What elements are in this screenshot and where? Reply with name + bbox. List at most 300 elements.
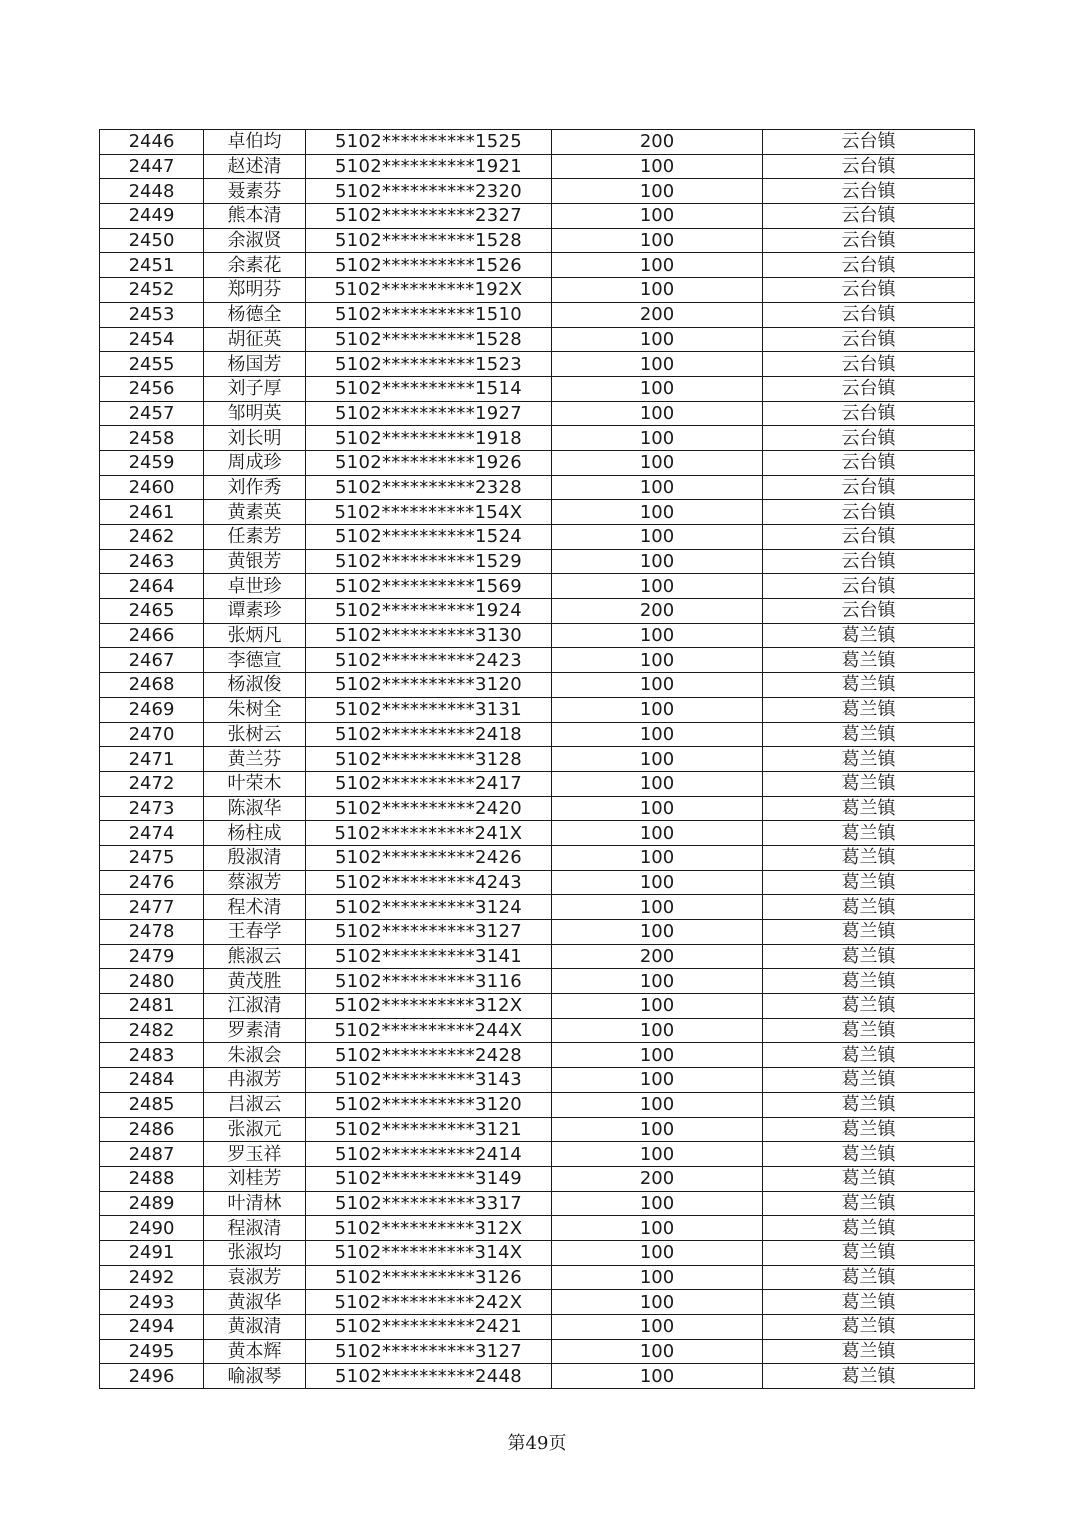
amount-cell: 100 (552, 821, 763, 846)
amount-cell: 100 (552, 1043, 763, 1068)
town-cell: 葛兰镇 (763, 1216, 975, 1241)
id-number-cell: 5102**********3143 (306, 1068, 552, 1093)
serial-number-cell: 2479 (100, 944, 204, 969)
name-cell: 张炳凡 (204, 623, 306, 648)
id-number-cell: 5102**********1569 (306, 574, 552, 599)
town-cell: 云台镇 (763, 154, 975, 179)
amount-cell: 100 (552, 1216, 763, 1241)
id-number-cell: 5102**********4243 (306, 870, 552, 895)
town-cell: 云台镇 (763, 426, 975, 451)
amount-cell: 100 (552, 920, 763, 945)
town-cell: 葛兰镇 (763, 1018, 975, 1043)
amount-cell: 100 (552, 796, 763, 821)
amount-cell: 100 (552, 747, 763, 772)
serial-number-cell: 2463 (100, 549, 204, 574)
town-cell: 葛兰镇 (763, 969, 975, 994)
id-number-cell: 5102**********3317 (306, 1191, 552, 1216)
amount-cell: 100 (552, 1092, 763, 1117)
id-number-cell: 5102**********2423 (306, 648, 552, 673)
amount-cell: 100 (552, 475, 763, 500)
serial-number-cell: 2454 (100, 327, 204, 352)
table-row (100, 302, 975, 327)
town-cell: 云台镇 (763, 525, 975, 550)
serial-number-cell: 2460 (100, 475, 204, 500)
town-cell: 葛兰镇 (763, 1068, 975, 1093)
name-cell: 袁淑芳 (204, 1265, 306, 1290)
id-number-cell: 5102**********312X (306, 1216, 552, 1241)
town-cell: 葛兰镇 (763, 796, 975, 821)
name-cell: 谭素珍 (204, 599, 306, 624)
id-number-cell: 5102**********1918 (306, 426, 552, 451)
town-cell: 葛兰镇 (763, 1290, 975, 1315)
town-cell: 云台镇 (763, 130, 975, 155)
serial-number-cell: 2465 (100, 599, 204, 624)
serial-number-cell: 2456 (100, 376, 204, 401)
amount-cell: 100 (552, 895, 763, 920)
id-number-cell: 5102**********1524 (306, 525, 552, 550)
amount-cell: 200 (552, 130, 763, 155)
town-cell: 云台镇 (763, 228, 975, 253)
table-row (100, 994, 975, 1019)
id-number-cell: 5102**********3120 (306, 673, 552, 698)
serial-number-cell: 2446 (100, 130, 204, 155)
serial-number-cell: 2491 (100, 1240, 204, 1265)
name-cell: 刘长明 (204, 426, 306, 451)
id-number-cell: 5102**********2418 (306, 722, 552, 747)
id-number-cell: 5102**********3126 (306, 1265, 552, 1290)
name-cell: 程术清 (204, 895, 306, 920)
serial-number-cell: 2483 (100, 1043, 204, 1068)
serial-number-cell: 2487 (100, 1142, 204, 1167)
town-cell: 葛兰镇 (763, 944, 975, 969)
roster-table (99, 129, 975, 1389)
name-cell: 杨淑俊 (204, 673, 306, 698)
id-number-cell: 5102**********241X (306, 821, 552, 846)
amount-cell: 100 (552, 352, 763, 377)
town-cell: 云台镇 (763, 401, 975, 426)
id-number-cell: 5102**********1927 (306, 401, 552, 426)
amount-cell: 100 (552, 845, 763, 870)
name-cell: 朱树全 (204, 697, 306, 722)
serial-number-cell: 2485 (100, 1092, 204, 1117)
amount-cell: 100 (552, 401, 763, 426)
town-cell: 葛兰镇 (763, 1364, 975, 1389)
serial-number-cell: 2495 (100, 1339, 204, 1364)
town-cell: 葛兰镇 (763, 1043, 975, 1068)
serial-number-cell: 2474 (100, 821, 204, 846)
serial-number-cell: 2475 (100, 845, 204, 870)
name-cell: 王春学 (204, 920, 306, 945)
serial-number-cell: 2462 (100, 525, 204, 550)
id-number-cell: 5102**********3127 (306, 1339, 552, 1364)
table-row (100, 895, 975, 920)
amount-cell: 100 (552, 969, 763, 994)
table-row (100, 1240, 975, 1265)
serial-number-cell: 2492 (100, 1265, 204, 1290)
serial-number-cell: 2476 (100, 870, 204, 895)
name-cell: 喻淑琴 (204, 1364, 306, 1389)
amount-cell: 100 (552, 870, 763, 895)
amount-cell: 100 (552, 204, 763, 229)
name-cell: 熊本清 (204, 204, 306, 229)
table-row (100, 969, 975, 994)
town-cell: 葛兰镇 (763, 771, 975, 796)
id-number-cell: 5102**********1926 (306, 450, 552, 475)
id-number-cell: 5102**********3130 (306, 623, 552, 648)
amount-cell: 100 (552, 179, 763, 204)
name-cell: 江淑清 (204, 994, 306, 1019)
town-cell: 云台镇 (763, 376, 975, 401)
name-cell: 郑明芬 (204, 278, 306, 303)
table-row (100, 154, 975, 179)
town-cell: 云台镇 (763, 253, 975, 278)
table-row (100, 944, 975, 969)
amount-cell: 100 (552, 1068, 763, 1093)
serial-number-cell: 2473 (100, 796, 204, 821)
table-row (100, 1166, 975, 1191)
amount-cell: 100 (552, 154, 763, 179)
serial-number-cell: 2471 (100, 747, 204, 772)
table-row (100, 500, 975, 525)
amount-cell: 100 (552, 1191, 763, 1216)
town-cell: 葛兰镇 (763, 673, 975, 698)
town-cell: 葛兰镇 (763, 747, 975, 772)
name-cell: 杨柱成 (204, 821, 306, 846)
table-row (100, 426, 975, 451)
name-cell: 冉淑芳 (204, 1068, 306, 1093)
town-cell: 云台镇 (763, 450, 975, 475)
town-cell: 葛兰镇 (763, 895, 975, 920)
id-number-cell: 5102**********3120 (306, 1092, 552, 1117)
serial-number-cell: 2470 (100, 722, 204, 747)
id-number-cell: 5102**********3124 (306, 895, 552, 920)
town-cell: 云台镇 (763, 204, 975, 229)
name-cell: 邹明英 (204, 401, 306, 426)
id-number-cell: 5102**********1514 (306, 376, 552, 401)
id-number-cell: 5102**********2428 (306, 1043, 552, 1068)
table-row (100, 1092, 975, 1117)
amount-cell: 200 (552, 302, 763, 327)
amount-cell: 100 (552, 994, 763, 1019)
id-number-cell: 5102**********2327 (306, 204, 552, 229)
name-cell: 罗素清 (204, 1018, 306, 1043)
serial-number-cell: 2461 (100, 500, 204, 525)
id-number-cell: 5102**********1525 (306, 130, 552, 155)
serial-number-cell: 2452 (100, 278, 204, 303)
town-cell: 葛兰镇 (763, 697, 975, 722)
table-row (100, 870, 975, 895)
amount-cell: 100 (552, 574, 763, 599)
id-number-cell: 5102**********2421 (306, 1315, 552, 1340)
table-row (100, 1191, 975, 1216)
name-cell: 张淑均 (204, 1240, 306, 1265)
table-row (100, 1117, 975, 1142)
name-cell: 蔡淑芳 (204, 870, 306, 895)
name-cell: 黄淑清 (204, 1315, 306, 1340)
town-cell: 云台镇 (763, 549, 975, 574)
amount-cell: 200 (552, 944, 763, 969)
amount-cell: 200 (552, 599, 763, 624)
id-number-cell: 5102**********312X (306, 994, 552, 1019)
serial-number-cell: 2450 (100, 228, 204, 253)
serial-number-cell: 2459 (100, 450, 204, 475)
table-row (100, 1364, 975, 1389)
town-cell: 葛兰镇 (763, 1240, 975, 1265)
name-cell: 罗玉祥 (204, 1142, 306, 1167)
name-cell: 刘桂芳 (204, 1166, 306, 1191)
id-number-cell: 5102**********242X (306, 1290, 552, 1315)
id-number-cell: 5102**********2420 (306, 796, 552, 821)
name-cell: 朱淑会 (204, 1043, 306, 1068)
name-cell: 黄银芳 (204, 549, 306, 574)
town-cell: 葛兰镇 (763, 920, 975, 945)
town-cell: 葛兰镇 (763, 845, 975, 870)
town-cell: 云台镇 (763, 475, 975, 500)
amount-cell: 100 (552, 278, 763, 303)
amount-cell: 100 (552, 1142, 763, 1167)
id-number-cell: 5102**********2414 (306, 1142, 552, 1167)
amount-cell: 100 (552, 1240, 763, 1265)
table-row (100, 599, 975, 624)
table-row (100, 525, 975, 550)
table-row (100, 623, 975, 648)
table-row (100, 821, 975, 846)
serial-number-cell: 2447 (100, 154, 204, 179)
id-number-cell: 5102**********2426 (306, 845, 552, 870)
serial-number-cell: 2458 (100, 426, 204, 451)
town-cell: 云台镇 (763, 278, 975, 303)
table-row (100, 352, 975, 377)
id-number-cell: 5102**********2320 (306, 179, 552, 204)
table-row (100, 697, 975, 722)
serial-number-cell: 2490 (100, 1216, 204, 1241)
id-number-cell: 5102**********3149 (306, 1166, 552, 1191)
amount-cell: 100 (552, 722, 763, 747)
town-cell: 葛兰镇 (763, 1117, 975, 1142)
town-cell: 葛兰镇 (763, 722, 975, 747)
table-row (100, 920, 975, 945)
serial-number-cell: 2480 (100, 969, 204, 994)
amount-cell: 100 (552, 1018, 763, 1043)
serial-number-cell: 2468 (100, 673, 204, 698)
name-cell: 黄素英 (204, 500, 306, 525)
table-row (100, 228, 975, 253)
id-number-cell: 5102**********2417 (306, 771, 552, 796)
name-cell: 周成珍 (204, 450, 306, 475)
name-cell: 刘子厚 (204, 376, 306, 401)
name-cell: 李德宣 (204, 648, 306, 673)
serial-number-cell: 2472 (100, 771, 204, 796)
table-row (100, 278, 975, 303)
name-cell: 余素花 (204, 253, 306, 278)
table-row (100, 401, 975, 426)
table-row (100, 450, 975, 475)
name-cell: 黄淑华 (204, 1290, 306, 1315)
id-number-cell: 5102**********3127 (306, 920, 552, 945)
town-cell: 葛兰镇 (763, 1265, 975, 1290)
amount-cell: 100 (552, 525, 763, 550)
id-number-cell: 5102**********3116 (306, 969, 552, 994)
table-row (100, 722, 975, 747)
table-row (100, 673, 975, 698)
name-cell: 刘作秀 (204, 475, 306, 500)
table-row (100, 253, 975, 278)
table-row (100, 475, 975, 500)
id-number-cell: 5102**********1523 (306, 352, 552, 377)
table-row (100, 574, 975, 599)
name-cell: 黄茂胜 (204, 969, 306, 994)
amount-cell: 100 (552, 1117, 763, 1142)
serial-number-cell: 2481 (100, 994, 204, 1019)
serial-number-cell: 2455 (100, 352, 204, 377)
town-cell: 葛兰镇 (763, 994, 975, 1019)
name-cell: 殷淑清 (204, 845, 306, 870)
amount-cell: 100 (552, 1339, 763, 1364)
serial-number-cell: 2457 (100, 401, 204, 426)
serial-number-cell: 2484 (100, 1068, 204, 1093)
town-cell: 云台镇 (763, 500, 975, 525)
page-number: 第49页 (507, 1433, 567, 1454)
id-number-cell: 5102**********3121 (306, 1117, 552, 1142)
name-cell: 杨德全 (204, 302, 306, 327)
amount-cell: 100 (552, 1315, 763, 1340)
amount-cell: 100 (552, 426, 763, 451)
amount-cell: 100 (552, 500, 763, 525)
town-cell: 云台镇 (763, 302, 975, 327)
id-number-cell: 5102**********3131 (306, 697, 552, 722)
table-row (100, 796, 975, 821)
id-number-cell: 5102**********1526 (306, 253, 552, 278)
id-number-cell: 5102**********314X (306, 1240, 552, 1265)
id-number-cell: 5102**********1529 (306, 549, 552, 574)
table-row (100, 1315, 975, 1340)
table-row (100, 1265, 975, 1290)
id-number-cell: 5102**********1924 (306, 599, 552, 624)
town-cell: 云台镇 (763, 599, 975, 624)
serial-number-cell: 2449 (100, 204, 204, 229)
town-cell: 云台镇 (763, 179, 975, 204)
name-cell: 陈淑华 (204, 796, 306, 821)
table-row (100, 1142, 975, 1167)
name-cell: 杨国芳 (204, 352, 306, 377)
name-cell: 叶荣木 (204, 771, 306, 796)
table-row (100, 845, 975, 870)
table-row (100, 1339, 975, 1364)
amount-cell: 100 (552, 697, 763, 722)
town-cell: 葛兰镇 (763, 623, 975, 648)
name-cell: 卓伯均 (204, 130, 306, 155)
amount-cell: 100 (552, 228, 763, 253)
name-cell: 张淑元 (204, 1117, 306, 1142)
serial-number-cell: 2464 (100, 574, 204, 599)
table-row (100, 376, 975, 401)
id-number-cell: 5102**********3141 (306, 944, 552, 969)
town-cell: 葛兰镇 (763, 1339, 975, 1364)
serial-number-cell: 2482 (100, 1018, 204, 1043)
id-number-cell: 5102**********1528 (306, 327, 552, 352)
serial-number-cell: 2448 (100, 179, 204, 204)
name-cell: 卓世珍 (204, 574, 306, 599)
serial-number-cell: 2451 (100, 253, 204, 278)
serial-number-cell: 2466 (100, 623, 204, 648)
table-row (100, 1043, 975, 1068)
town-cell: 云台镇 (763, 327, 975, 352)
amount-cell: 100 (552, 1265, 763, 1290)
id-number-cell: 5102**********1528 (306, 228, 552, 253)
serial-number-cell: 2496 (100, 1364, 204, 1389)
name-cell: 胡征英 (204, 327, 306, 352)
town-cell: 葛兰镇 (763, 1191, 975, 1216)
amount-cell: 100 (552, 771, 763, 796)
name-cell: 熊淑云 (204, 944, 306, 969)
name-cell: 余淑贤 (204, 228, 306, 253)
serial-number-cell: 2486 (100, 1117, 204, 1142)
amount-cell: 100 (552, 376, 763, 401)
town-cell: 葛兰镇 (763, 821, 975, 846)
town-cell: 葛兰镇 (763, 1166, 975, 1191)
table-row (100, 1290, 975, 1315)
town-cell: 葛兰镇 (763, 1092, 975, 1117)
town-cell: 葛兰镇 (763, 1142, 975, 1167)
name-cell: 任素芳 (204, 525, 306, 550)
serial-number-cell: 2453 (100, 302, 204, 327)
name-cell: 叶清林 (204, 1191, 306, 1216)
amount-cell: 100 (552, 549, 763, 574)
id-number-cell: 5102**********2448 (306, 1364, 552, 1389)
table-row (100, 327, 975, 352)
table-row (100, 204, 975, 229)
amount-cell: 100 (552, 327, 763, 352)
town-cell: 云台镇 (763, 352, 975, 377)
town-cell: 葛兰镇 (763, 1315, 975, 1340)
name-cell: 黄本辉 (204, 1339, 306, 1364)
amount-cell: 100 (552, 253, 763, 278)
amount-cell: 100 (552, 1364, 763, 1389)
id-number-cell: 5102**********244X (306, 1018, 552, 1043)
amount-cell: 100 (552, 1290, 763, 1315)
table-row (100, 549, 975, 574)
amount-cell: 100 (552, 450, 763, 475)
amount-cell: 100 (552, 648, 763, 673)
table-row (100, 179, 975, 204)
name-cell: 黄兰芬 (204, 747, 306, 772)
id-number-cell: 5102**********2328 (306, 475, 552, 500)
amount-cell: 100 (552, 673, 763, 698)
id-number-cell: 5102**********192X (306, 278, 552, 303)
id-number-cell: 5102**********1921 (306, 154, 552, 179)
town-cell: 葛兰镇 (763, 870, 975, 895)
table-row (100, 1068, 975, 1093)
town-cell: 云台镇 (763, 574, 975, 599)
name-cell: 程淑清 (204, 1216, 306, 1241)
serial-number-cell: 2477 (100, 895, 204, 920)
serial-number-cell: 2467 (100, 648, 204, 673)
id-number-cell: 5102**********154X (306, 500, 552, 525)
roster-table-body (100, 130, 975, 1389)
serial-number-cell: 2469 (100, 697, 204, 722)
name-cell: 张树云 (204, 722, 306, 747)
amount-cell: 200 (552, 1166, 763, 1191)
name-cell: 聂素芬 (204, 179, 306, 204)
id-number-cell: 5102**********3128 (306, 747, 552, 772)
serial-number-cell: 2489 (100, 1191, 204, 1216)
amount-cell: 100 (552, 623, 763, 648)
table-row (100, 1216, 975, 1241)
id-number-cell: 5102**********1510 (306, 302, 552, 327)
serial-number-cell: 2493 (100, 1290, 204, 1315)
table-row (100, 747, 975, 772)
town-cell: 葛兰镇 (763, 648, 975, 673)
